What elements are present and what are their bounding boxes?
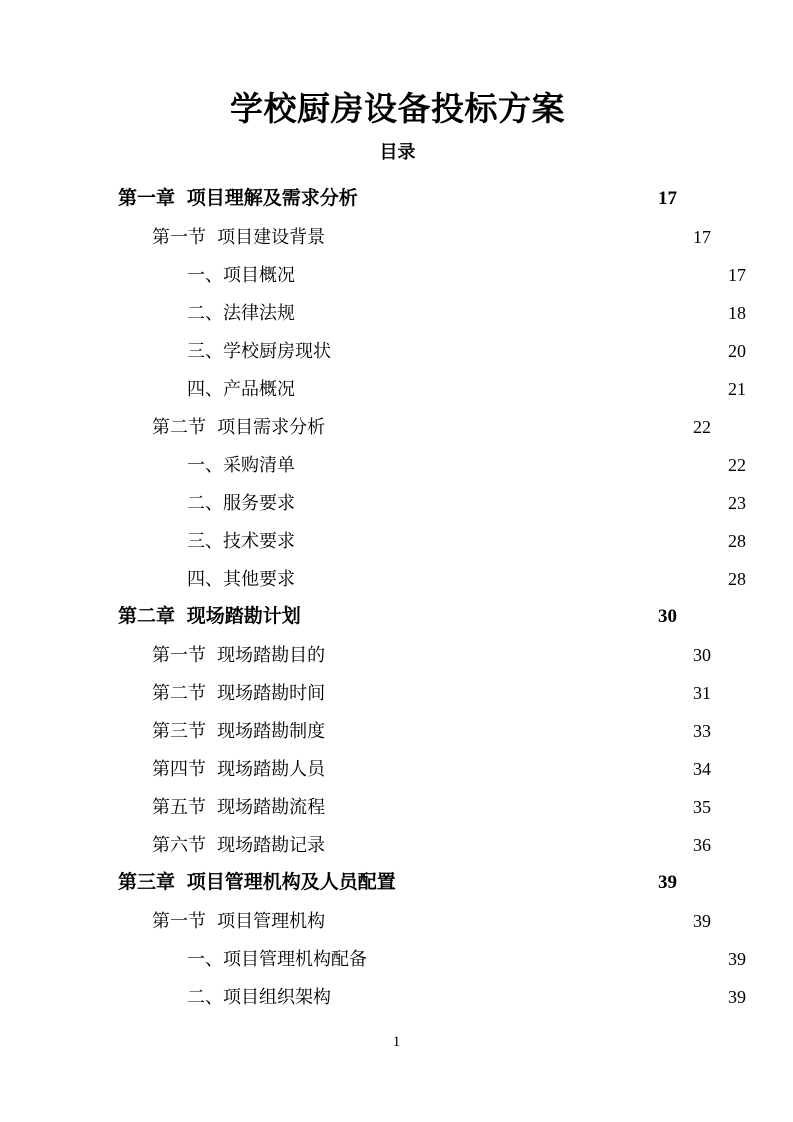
toc-entry-number: 一、 bbox=[187, 949, 223, 969]
toc-entry-number: 第三节 bbox=[152, 721, 206, 741]
toc-entry-page-number: 22 bbox=[693, 417, 711, 437]
toc-entry-label bbox=[187, 522, 295, 560]
toc-entry-page-number: 39 bbox=[658, 872, 677, 893]
toc-entry-label bbox=[187, 332, 331, 370]
toc-dot-leader bbox=[331, 339, 728, 357]
toc-entry-label bbox=[187, 370, 295, 408]
toc-entry-number: 一、 bbox=[187, 455, 223, 475]
toc-entry-label bbox=[187, 560, 295, 598]
toc-entry-number: 第二章 bbox=[118, 606, 176, 627]
toc-entry-number: 第二节 bbox=[152, 683, 206, 703]
toc-entry-level-2[interactable] bbox=[118, 712, 711, 750]
toc-entry-number: 二、 bbox=[187, 987, 223, 1007]
toc-entry-page-number: 30 bbox=[658, 606, 677, 627]
toc-entry-number: 第二节 bbox=[152, 417, 206, 437]
toc-entry-title: 现场踏勘目的 bbox=[217, 645, 326, 665]
toc-entry-label bbox=[187, 484, 295, 522]
toc-entry-title: 现场踏勘制度 bbox=[217, 721, 326, 741]
toc-entry-title: 项目理解及需求分析 bbox=[186, 188, 358, 209]
toc-entry-page-number: 28 bbox=[728, 569, 746, 589]
toc-entry-level-1[interactable] bbox=[118, 864, 677, 902]
toc-dot-leader bbox=[358, 185, 655, 204]
toc-dot-leader bbox=[295, 453, 728, 471]
toc-entry-label bbox=[152, 674, 325, 712]
toc-entry-label bbox=[187, 940, 367, 978]
toc-entry-page-number: 21 bbox=[728, 379, 746, 399]
toc-dot-leader bbox=[396, 869, 655, 888]
toc-dot-leader bbox=[325, 909, 693, 927]
toc-dot-leader bbox=[325, 719, 693, 737]
toc-entry-level-3[interactable] bbox=[118, 370, 746, 408]
toc-entry-level-2[interactable] bbox=[118, 674, 711, 712]
toc-entry-title: 现场踏勘计划 bbox=[186, 606, 301, 627]
toc-entry-label bbox=[118, 864, 396, 902]
toc-entry-label bbox=[152, 218, 325, 256]
toc-entry-level-2[interactable] bbox=[118, 826, 711, 864]
toc-entry-label bbox=[187, 978, 331, 1016]
toc-entry-page-number: 39 bbox=[693, 911, 711, 931]
toc-entry-title: 项目管理机构配备 bbox=[223, 949, 367, 969]
toc-entry-number: 三、 bbox=[187, 531, 223, 551]
toc-dot-leader bbox=[295, 301, 728, 319]
toc-entry-number: 第六节 bbox=[152, 835, 206, 855]
toc-entry-title: 项目组织架构 bbox=[223, 987, 331, 1007]
toc-entry-level-2[interactable] bbox=[118, 636, 711, 674]
toc-entry-label bbox=[152, 408, 325, 446]
toc-entry-number: 三、 bbox=[187, 341, 223, 361]
toc-heading: 目录 bbox=[379, 142, 416, 162]
toc-entry-level-2[interactable] bbox=[118, 750, 711, 788]
table-of-contents bbox=[118, 180, 746, 1016]
toc-entry-page-number: 36 bbox=[693, 835, 711, 855]
toc-entry-label bbox=[187, 294, 295, 332]
toc-dot-leader bbox=[301, 603, 655, 622]
toc-entry-page-number: 17 bbox=[693, 227, 711, 247]
toc-entry-page-number: 17 bbox=[658, 188, 677, 209]
toc-entry-page-number: 33 bbox=[693, 721, 711, 741]
toc-entry-number: 四、 bbox=[187, 569, 223, 589]
toc-entry-number: 一、 bbox=[187, 265, 223, 285]
toc-dot-leader bbox=[295, 567, 728, 585]
toc-entry-number: 二、 bbox=[187, 303, 223, 323]
toc-entry-title: 项目管理机构及人员配置 bbox=[186, 872, 396, 893]
toc-entry-title: 项目建设背景 bbox=[217, 227, 326, 247]
toc-dot-leader bbox=[325, 833, 693, 851]
toc-entry-title: 产品概况 bbox=[223, 379, 295, 399]
toc-entry-level-3[interactable] bbox=[118, 256, 746, 294]
toc-dot-leader bbox=[325, 757, 693, 775]
toc-entry-page-number: 35 bbox=[693, 797, 711, 817]
toc-entry-title: 服务要求 bbox=[223, 493, 295, 513]
page-title: 学校厨房设备投标方案 bbox=[230, 92, 565, 128]
toc-entry-page-number: 28 bbox=[728, 531, 746, 551]
toc-entry-label bbox=[118, 180, 358, 218]
toc-entry-title: 现场踏勘记录 bbox=[217, 835, 326, 855]
toc-entry-title: 项目管理机构 bbox=[217, 911, 326, 931]
toc-entry-page-number: 20 bbox=[728, 341, 746, 361]
toc-entry-title: 现场踏勘时间 bbox=[217, 683, 326, 703]
toc-entry-level-2[interactable] bbox=[118, 902, 711, 940]
toc-entry-level-3[interactable] bbox=[118, 446, 746, 484]
toc-entry-label bbox=[118, 598, 301, 636]
toc-entry-title: 项目需求分析 bbox=[217, 417, 326, 437]
toc-entry-page-number: 34 bbox=[693, 759, 711, 779]
toc-entry-page-number: 18 bbox=[728, 303, 746, 323]
toc-entry-level-2[interactable] bbox=[118, 218, 711, 256]
toc-entry-number: 第三章 bbox=[118, 872, 176, 893]
toc-entry-title: 项目概况 bbox=[223, 265, 295, 285]
toc-entry-page-number: 31 bbox=[693, 683, 711, 703]
toc-entry-level-1[interactable] bbox=[118, 180, 677, 218]
toc-entry-level-3[interactable] bbox=[118, 294, 746, 332]
toc-entry-label bbox=[152, 712, 325, 750]
toc-dot-leader bbox=[295, 263, 728, 281]
toc-entry-title: 法律法规 bbox=[223, 303, 295, 323]
toc-entry-level-3[interactable] bbox=[118, 484, 746, 522]
toc-dot-leader bbox=[295, 529, 728, 547]
toc-entry-label bbox=[152, 636, 325, 674]
toc-entry-title: 学校厨房现状 bbox=[223, 341, 331, 361]
toc-dot-leader bbox=[325, 681, 693, 699]
toc-entry-level-3[interactable] bbox=[118, 560, 746, 598]
toc-entry-level-3[interactable] bbox=[118, 940, 746, 978]
toc-entry-page-number: 23 bbox=[728, 493, 746, 513]
toc-dot-leader bbox=[367, 947, 728, 965]
toc-entry-label bbox=[187, 446, 295, 484]
toc-entry-number: 二、 bbox=[187, 493, 223, 513]
toc-entry-page-number: 39 bbox=[728, 987, 746, 1007]
toc-dot-leader bbox=[325, 225, 693, 243]
toc-entry-level-1[interactable] bbox=[118, 598, 677, 636]
toc-entry-page-number: 22 bbox=[728, 455, 746, 475]
toc-entry-label bbox=[152, 788, 325, 826]
toc-entry-number: 第一节 bbox=[152, 911, 206, 931]
toc-dot-leader bbox=[325, 643, 693, 661]
toc-entry-level-2[interactable] bbox=[118, 408, 711, 446]
toc-entry-number: 第四节 bbox=[152, 759, 206, 779]
toc-entry-title: 技术要求 bbox=[223, 531, 295, 551]
toc-dot-leader bbox=[325, 415, 693, 433]
footer-page-number: 1 bbox=[392, 1034, 401, 1050]
toc-entry-label bbox=[187, 256, 295, 294]
toc-entry-title: 现场踏勘人员 bbox=[217, 759, 326, 779]
toc-entry-title: 采购清单 bbox=[223, 455, 295, 475]
toc-entry-level-3[interactable] bbox=[118, 978, 746, 1016]
toc-entry-number: 第五节 bbox=[152, 797, 206, 817]
toc-entry-level-3[interactable] bbox=[118, 332, 746, 370]
toc-entry-number: 第一节 bbox=[152, 645, 206, 665]
toc-dot-leader bbox=[331, 985, 728, 1003]
toc-entry-title: 其他要求 bbox=[223, 569, 295, 589]
toc-entry-page-number: 30 bbox=[693, 645, 711, 665]
toc-entry-label bbox=[152, 826, 325, 864]
toc-entry-label bbox=[152, 902, 325, 940]
toc-dot-leader bbox=[295, 377, 728, 395]
toc-entry-page-number: 17 bbox=[728, 265, 746, 285]
toc-entry-title: 现场踏勘流程 bbox=[217, 797, 326, 817]
toc-dot-leader bbox=[295, 491, 728, 509]
toc-entry-level-2[interactable] bbox=[118, 788, 711, 826]
toc-entry-number: 四、 bbox=[187, 379, 223, 399]
toc-entry-number: 第一章 bbox=[118, 188, 176, 209]
toc-entry-level-3[interactable] bbox=[118, 522, 746, 560]
toc-entry-number: 第一节 bbox=[152, 227, 206, 247]
toc-entry-label bbox=[152, 750, 325, 788]
toc-dot-leader bbox=[325, 795, 693, 813]
toc-entry-page-number: 39 bbox=[728, 949, 746, 969]
